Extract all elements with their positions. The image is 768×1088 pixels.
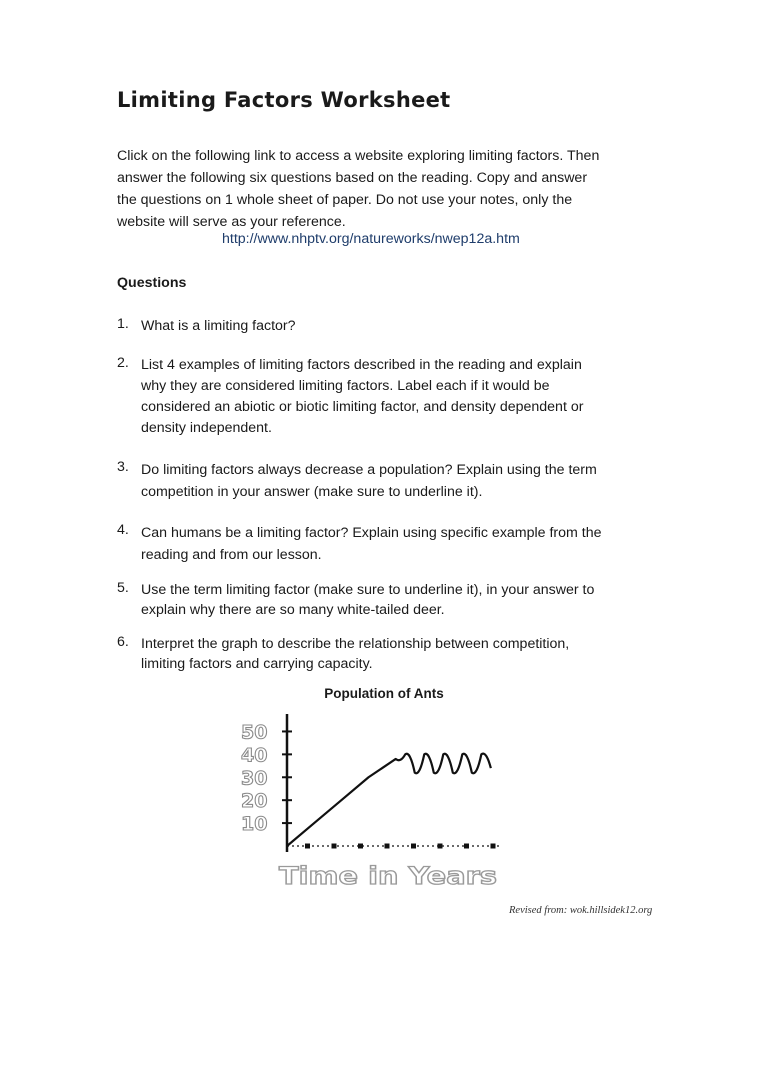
question-line: Can humans be a limiting factor? Explain using specific example from the: [141, 525, 602, 541]
question-line: Interpret the graph to describe the relationship between competition,: [141, 636, 570, 652]
intro-paragraph: [117, 145, 677, 233]
x-axis-label: Time in Years: [279, 862, 497, 890]
y-tick-label: 30: [241, 767, 268, 790]
question-line: Do limiting factors always decrease a population? Explain using the term: [141, 462, 597, 478]
x-tick: [358, 844, 363, 849]
question-line: What is a limiting factor?: [141, 318, 296, 334]
y-tick-label: 50: [241, 721, 268, 744]
series-line: [287, 754, 491, 846]
question-line: competition in your answer (make sure to underline it).: [141, 484, 483, 500]
question-line: density independent.: [141, 420, 272, 436]
x-tick: [438, 844, 443, 849]
question-number: 1.: [117, 316, 129, 332]
question-line: why they are considered limiting factors. Label each if it would be: [141, 378, 550, 394]
revision-credit: Revised from: wok.hillsidek12.org: [509, 905, 653, 916]
question-number: 5.: [117, 580, 129, 596]
question-number: 4.: [117, 522, 129, 538]
chart-svg: [237, 712, 509, 892]
x-tick: [411, 844, 416, 849]
x-tick: [464, 844, 469, 849]
intro-line: answer the following six questions based on the reading. Copy and answer: [117, 170, 588, 186]
question-line: Use the term limiting factor (make sure to underline it), in your answer to: [141, 582, 595, 598]
questions-heading: Questions: [117, 275, 187, 291]
question-line: List 4 examples of limiting factors described in the reading and explain: [141, 357, 582, 373]
resource-link[interactable]: http://www.nhptv.org/natureworks/nwep12a.htm: [222, 231, 520, 247]
question-line: reading and from our lesson.: [141, 547, 322, 563]
question-number: 3.: [117, 459, 129, 475]
intro-line: Click on the following link to access a website exploring limiting factors. Then: [117, 148, 600, 164]
question-line: explain why there are so many white-tailed deer.: [141, 602, 445, 618]
chart-title: Population of Ants: [324, 686, 444, 701]
population-chart: [237, 712, 509, 892]
x-tick: [491, 844, 496, 849]
intro-line: the questions on 1 whole sheet of paper. Do not use your notes, only the: [117, 192, 573, 208]
y-tick-label: 10: [241, 813, 268, 836]
x-tick: [305, 844, 310, 849]
x-tick: [332, 844, 337, 849]
intro-line: website will serve as your reference.: [117, 214, 346, 230]
question-number: 2.: [117, 355, 129, 371]
question-number: 6.: [117, 634, 129, 650]
y-tick-label: 20: [241, 790, 268, 813]
y-tick-label: 40: [241, 744, 268, 767]
question-line: considered an abiotic or biotic limiting factor, and density dependent or: [141, 399, 584, 415]
page-title: Limiting Factors Worksheet: [117, 88, 451, 112]
question-line: limiting factors and carrying capacity.: [141, 656, 373, 672]
x-tick: [385, 844, 390, 849]
